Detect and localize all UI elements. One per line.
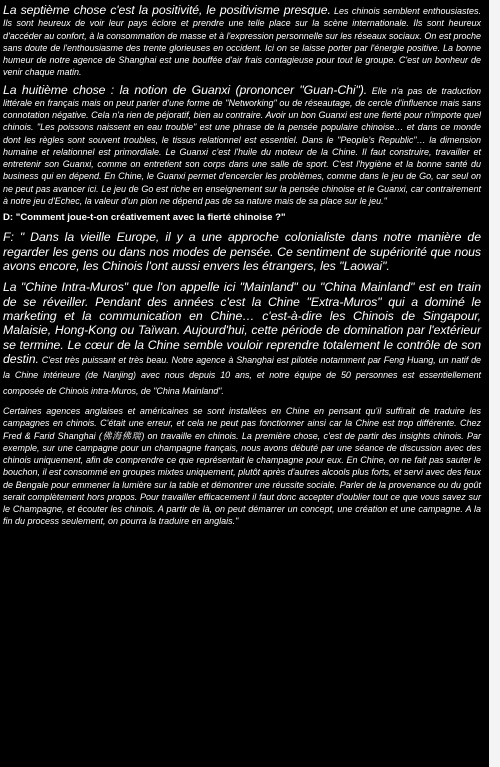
paragraph-body: Les chinois semblent enthousiastes. Ils sont heureux de voir leur pays éclore et prendre une telle place sur la scène internationale. Ils sont heureux d'accéder au confort, à la consommation de masse et à l'expression personnelle sur les réseaux sociaux. On est proche sans doute de l'enthousiasme des trente glorieuses en occident. Ici on se laisse porter par l'énergie positive. La bonne humeur de notre agence de Shanghai est une bouffée d'air frais contagieuse pour tout le groupe. C'est un bonheur de venir chaque matin. [3, 6, 481, 78]
spacer [3, 273, 481, 280]
paragraph-lead: La septième chose c'est la positivité, le positivisme presque. [3, 3, 331, 17]
answer-paragraph-mainland [3, 280, 481, 398]
paragraph-guanxi [3, 84, 481, 208]
paragraph-body: C'est très puissant et très beau. Notre agence à Shanghai est pilotée notamment par Feng Huang, un natif de la Chine intérieure (de Nanjing) avec nous depuis 10 ans, et notre équipe de 50 personnes est essentiellement composée de Chinois intra-Muros, de "China Mainland". [3, 355, 481, 396]
spacer [3, 398, 481, 405]
paragraph-lead: La "Chine Intra-Muros" que l'on appelle ici "Mainland" ou "China Mainland" est en train de se réveiller. Pendant des années c'est la Chine "Extra-Muros" qui a dominé le marketing et la communication en Chine… c'est-à-dire les Chinois de Singapour, Malaisie, Hong-Kong ou Taïwan. Aujourd'hui, cette période de domination par l'extérieur se termine. Le cœur de la Chine semble vouloir reprendre totalement le contrôle de son destin. [3, 280, 481, 366]
paragraph-body: Elle n'a pas de traduction littérale en français mais on peut parler d'une forme de "Networking" ou de réseautage, de cercle d'influence mais sans connotation négative. Cela n'a rien de péjoratif, bien au contraire. Avoir un bon Guanxi est une fierté pour n'importe quel chinois. "Les poissons naissent en eau trouble" est une phrase de la pensée populaire chinoise… et dans ce monde dont les règles sont souvent troubles, le tissus relationnel est essentiel. Dans le "People's Republic"… la dimension humaine et relationnel est primordiale. Le Guanxi c'est l'huile du moteur de la Chine. Il faut construire, travailler et entretenir son Guanxi, comme on entretient son corps dans une salle de sport. C'est l'hygiène et la bonne santé du business qui en dépend. En Chine, le Guanxi permet d'encercler les problèmes, comme dans le jeu de Go, car seul on ne peut pas avancer ici. Le jeu de Go est riche en enseignement sur la pensée chinoise et le Guanxi, car contrairement à notre jeu d'Echec, la valeur d'un pion ne dépend pas de sa nature mais de sa place sur le jeu." [3, 85, 481, 206]
paragraph-lead: La huitième chose : la notion de Guanxi (prononcer "Guan-Chi"). [3, 82, 368, 97]
answer-paragraph-europe: F: " Dans la vieille Europe, il y a une approche colonialiste dans notre manière de regarder les gens ou dans nos modes de pensée. Ce sentiment de supériorité que nous avons encore, les Chinois l'ont aussi envers les étrangers, les "Laowai". [3, 230, 481, 273]
paragraph-positivity [3, 4, 481, 79]
answer-paragraph-agencies: Certaines agences anglaises et américaines se sont installées en Chine en pensant qu'il suffirait de traduire les campagnes en chinois. C'était une erreur, et cela ne peut pas fonctionner ainsi car la Chine est trop différente. Chez Fred & Farid Shanghai (佛海佛瑞) on travaille en chinois. La première chose, c'est de partir des insights chinois. Par exemple, sur une campagne pour un champagne français, nous avons débuté par une séance de discussion avec des chinois uniquement, afin de comprendre ce que représentait le champagne pour eux. En Chine, on ne fait pas sauter le bouchon, il est consommé en groupes mixtes uniquement, plutôt après d'autres alcools plus forts, et servi avec des feux de Bengale pour emmener la lumière sur la table et démontrer une réussite sociale. Parler de la provenance ou du goût serait complètement hors propos. Pour travailler efficacement il faut donc accepter d'oublier tout ce que vous savez sur le Champagne, et écouter les chinois. A partir de là, on peut démarrer un concept, une création et une campagne. A la fin du process seulement, on pourra la traduire en anglais." [3, 406, 481, 527]
interview-question: D: "Comment joue-t-on créativement avec la fierté chinoise ?" [3, 212, 286, 223]
